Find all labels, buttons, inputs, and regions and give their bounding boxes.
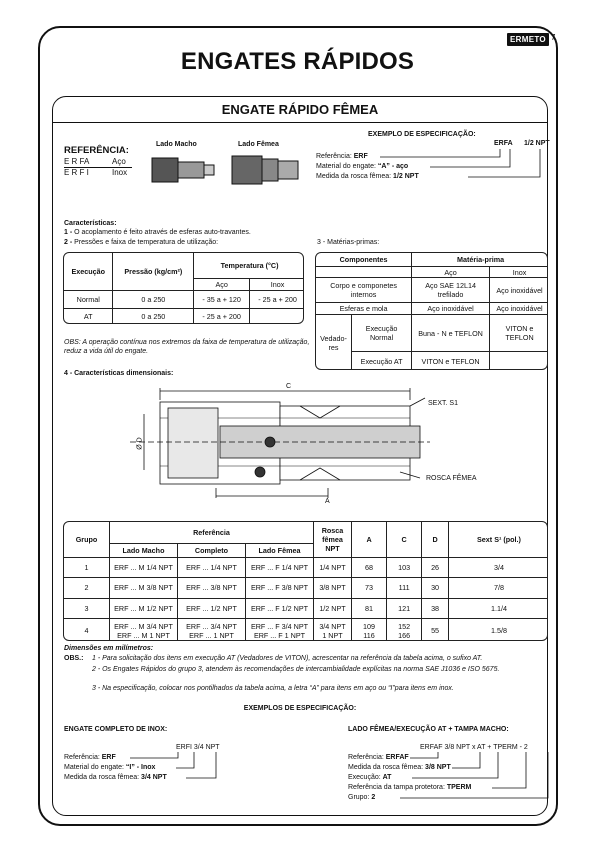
ex1-heading: ENGATE COMPLETO DE INOX:: [64, 726, 168, 733]
label: Grupo:: [348, 794, 372, 801]
cell: Vedado-res: [316, 315, 352, 371]
cell: 4: [64, 619, 110, 642]
coupling-cross-section-drawing: [120, 378, 520, 516]
col-lado-femea: Lado Fêmea: [246, 544, 314, 558]
value: 1/2 NPT: [393, 173, 419, 180]
label: Medida da rosca fêmea:: [316, 173, 394, 180]
label: Material do engate:: [64, 764, 126, 771]
cell: 1: [64, 558, 110, 578]
dimensions-table: [63, 521, 548, 641]
cell: 1/2 NPT: [314, 598, 352, 618]
exemplo-leader-lines: [360, 146, 560, 182]
cell: Esferas e mola: [316, 303, 412, 315]
col-temperatura: Temperatura (°C): [194, 253, 304, 279]
line: ERF ... 3/4 NPT: [186, 621, 237, 631]
line: 152: [398, 621, 411, 631]
cell: 1.1/4: [448, 598, 548, 618]
cell: Buna - N e TEFLON: [412, 315, 490, 352]
ex2-line-5: [348, 794, 375, 801]
exemplo-code: ERFA: [494, 140, 513, 147]
cell: VITON e TEFLON: [412, 352, 490, 370]
col-componentes: Componentes: [316, 253, 412, 267]
col-sext: Sext S¹ (pol.): [448, 522, 548, 558]
cell: [387, 619, 422, 642]
value: 3/4 NPT: [141, 774, 167, 781]
line: 3/4 NPT: [319, 621, 346, 631]
page-number: 7: [551, 33, 556, 42]
line: 166: [398, 630, 411, 640]
cell: 26: [422, 558, 449, 578]
cell: 0 a 250: [113, 291, 194, 309]
lado-femea-label: Lado Fêmea: [238, 141, 279, 148]
line: 1 NPT: [322, 630, 343, 640]
lado-macho-label: Lado Macho: [156, 141, 197, 148]
col-execucao: Execução: [64, 253, 113, 291]
cell: 73: [352, 578, 387, 598]
cell: [110, 619, 178, 642]
coupling-photo-image: [148, 150, 308, 192]
cell: 68: [352, 558, 387, 578]
cell: 38: [422, 598, 449, 618]
cell: [352, 619, 387, 642]
cell: ERF ... 3/8 NPT: [178, 578, 246, 598]
col-completo: Completo: [178, 544, 246, 558]
label: Execução:: [348, 774, 383, 781]
label-rosca: ROSCA FÊMEA: [426, 475, 477, 482]
exemplo-heading: EXEMPLO DE ESPECIFICAÇÃO:: [368, 131, 476, 138]
value: TPERM: [446, 784, 472, 791]
value: AT: [382, 774, 392, 781]
cell: ERF ... M 1/2 NPT: [110, 598, 178, 618]
obs-3: 3 - Na especificação, colocar nos pontilhados da tabela acima, a letra “A” para itens em aço ou “I”para itens em inox.: [92, 685, 454, 692]
line: 109: [363, 621, 376, 631]
label: Referência:: [316, 153, 354, 160]
value: “A” - aço: [377, 163, 409, 170]
dims-heading: 4 - Características dimensionais:: [64, 370, 174, 377]
num: 1 -: [64, 229, 73, 236]
col-lado-macho: Lado Macho: [110, 544, 178, 558]
ex1-code: ERFI 3/4 NPT: [176, 744, 220, 751]
cell: ERF ... F 1/2 NPT: [246, 598, 314, 618]
value: ERF: [353, 153, 368, 160]
table-row: [64, 578, 549, 598]
cell: 55: [422, 619, 449, 642]
col-c: C: [387, 522, 422, 558]
value: ERFAF: [385, 754, 409, 761]
cell: 7/8: [448, 578, 548, 598]
ex2-heading: LADO FÊMEA/EXECUÇÃO AT + TAMPA MACHO:: [348, 726, 509, 733]
col-aco: Aço: [194, 279, 250, 291]
cell: 1.5/8: [448, 619, 548, 642]
cell: Aço inoxidável: [490, 303, 549, 315]
line: 116: [363, 630, 375, 640]
text: O acoplamento é feito através de esferas auto-travantes.: [74, 229, 251, 236]
cell: ERF ... F 3/8 NPT: [246, 578, 314, 598]
label: Referência:: [348, 754, 386, 761]
cell: Aço inoxidável: [412, 303, 490, 315]
caracteristica-3: 3 - Matérias-primas:: [317, 239, 380, 246]
cell: 3: [64, 598, 110, 618]
label: Material do engate:: [316, 163, 378, 170]
obs-1: 1 - Para solicitação dos itens em execução AT (Vedadores de VITON), acrescentar na referência da tabela acima, o sufixo AT.: [92, 655, 483, 662]
cell: VITON e TEFLON: [490, 315, 549, 352]
ex2-code: ERFAF 3/8 NPT x AT + TPERM - 2: [420, 744, 528, 751]
ref-mat-1: Aço: [112, 157, 126, 166]
ref-mat-2: Inox: [112, 168, 128, 177]
table-row: [64, 598, 549, 618]
ref-code-1: E R FA: [64, 157, 90, 166]
ex2-leader-lines: [380, 750, 555, 804]
cell: Execução Normal: [352, 315, 412, 352]
cell: [314, 619, 352, 642]
cell: 0 a 250: [113, 308, 194, 324]
dims-note: Dimensões em milímetros:: [64, 645, 154, 652]
label: Referência:: [64, 754, 102, 761]
cell: ERF ... 1/4 NPT: [178, 558, 246, 578]
label-sext: SEXT. S1: [428, 400, 458, 407]
line: ERF ... 1 NPT: [189, 630, 234, 640]
cell: ERF ... M 3/8 NPT: [110, 578, 178, 598]
cell: [246, 619, 314, 642]
cell: ERF ... F 1/4 NPT: [246, 558, 314, 578]
col-rosca: Rosca fêmea NPT: [314, 522, 352, 558]
cell: 103: [387, 558, 422, 578]
col-referencia: Referência: [110, 522, 314, 544]
col-grupo: Grupo: [64, 522, 110, 558]
cell: Aço inoxidável: [490, 278, 549, 303]
examples-heading: EXEMPLOS DE ESPECIFICAÇÃO:: [243, 705, 357, 712]
cell: - 35 a + 120: [194, 291, 250, 309]
cell: 81: [352, 598, 387, 618]
value: “I” - Inox: [125, 764, 156, 771]
label-c: C: [286, 383, 292, 390]
ref-code-2: E R F I: [64, 168, 89, 177]
line: ERF ... F 3/4 NPT: [250, 621, 309, 631]
caracteristica-1: [64, 229, 251, 236]
num: 2 -: [64, 239, 73, 246]
table-row: [64, 558, 549, 578]
label: Referência da tampa protetora:: [348, 784, 447, 791]
cell: - 25 a + 200: [194, 308, 250, 324]
col-a: A: [352, 522, 387, 558]
page-title: ENGATES RÁPIDOS: [180, 48, 415, 75]
section-title: ENGATE RÁPIDO FÊMEA: [221, 102, 379, 117]
exemplo-size: 1/2 NPT: [524, 140, 550, 147]
cell: [178, 619, 246, 642]
col-pressao: Pressão (kg/cm²): [113, 253, 194, 291]
obs-label: OBS.:: [64, 655, 84, 662]
cell: 3/8 NPT: [314, 578, 352, 598]
col-d: D: [422, 522, 449, 558]
cell: - 25 a + 200: [250, 291, 304, 309]
cell: 121: [387, 598, 422, 618]
cell: ERF ... 1/2 NPT: [178, 598, 246, 618]
cell: [250, 308, 304, 324]
col-materia: Matéria-prima: [412, 253, 548, 267]
cell: 2: [64, 578, 110, 598]
caracteristica-2: [64, 239, 218, 246]
pressure-table: [63, 252, 304, 324]
cell: 111: [387, 578, 422, 598]
cell: ERF ... M 1/4 NPT: [110, 558, 178, 578]
cell: Normal: [64, 291, 113, 309]
cell: [490, 352, 549, 370]
obs-2: 2 - Os Engates Rápidos do grupo 3, atendem às recomendações de intercambialidade explícitas na norma SAE J1036 e ISO 5675.: [92, 666, 500, 673]
cell: 30: [422, 578, 449, 598]
value: ERF: [101, 754, 116, 761]
col-inox: Inox: [490, 267, 549, 278]
line: ERF ... M 1 NPT: [117, 630, 170, 640]
ex1-line-1: [64, 754, 116, 761]
label-a: A: [325, 498, 330, 505]
label-d: Ø D: [136, 437, 144, 450]
label: Medida da rosca fêmea:: [348, 764, 426, 771]
table-row: [64, 619, 549, 642]
ex1-leader-lines: [120, 750, 230, 784]
materials-table: [315, 252, 548, 370]
cell: AT: [64, 308, 113, 324]
cell: 1/4 NPT: [314, 558, 352, 578]
cell: Corpo e componetes internos: [316, 278, 412, 303]
obs-note: OBS: A operação contínua nos extremos da faixa de temperatura de utilização, reduz a vida útil do engate.: [64, 339, 310, 355]
text: Pressões e faixa de temperatura de utilização:: [74, 239, 219, 246]
line: ERF ... M 3/4 NPT: [114, 621, 173, 631]
referencia-heading: REFERÊNCIA:: [64, 145, 129, 156]
ermeto-logo: ERMETO: [507, 33, 549, 46]
caracteristicas-heading: Características:: [64, 220, 117, 227]
value: 3/8 NPT: [425, 764, 451, 771]
line: ERF ... F 1 NPT: [253, 630, 306, 640]
divider: [52, 122, 548, 123]
cell: Aço SAE 12L14 trefilado: [412, 278, 490, 303]
col-aco: Aço: [412, 267, 490, 278]
cell: 3/4: [448, 558, 548, 578]
cell: Execução AT: [352, 352, 412, 370]
value: 2: [371, 794, 376, 801]
col-inox: Inox: [250, 279, 304, 291]
label: Medida da rosca fêmea:: [64, 774, 142, 781]
